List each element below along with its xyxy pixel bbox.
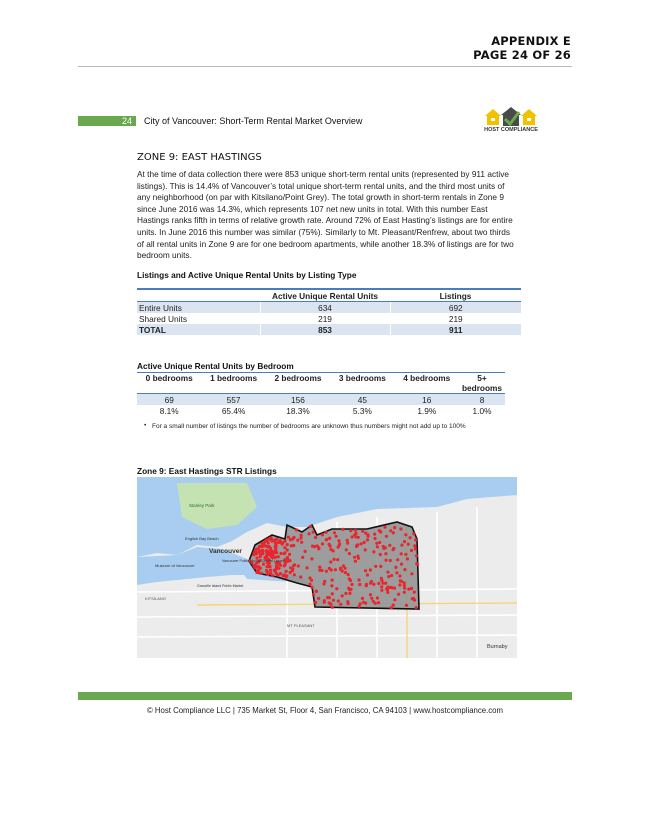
listing-dot: [296, 539, 299, 542]
listing-dot: [369, 568, 372, 571]
table-row-total: [137, 324, 521, 335]
listing-dot: [374, 537, 377, 540]
listing-dot: [373, 533, 376, 536]
listing-dot: [329, 548, 332, 551]
listing-dot: [410, 572, 413, 575]
section-title: ZONE 9: EAST HASTINGS: [137, 152, 262, 163]
listing-dot: [377, 582, 380, 585]
table-cell: 634: [260, 302, 390, 314]
listing-dot: [289, 566, 292, 569]
listing-dot: [300, 541, 303, 544]
listing-dot: [393, 598, 396, 601]
listing-dot: [357, 557, 360, 560]
listing-dot: [285, 570, 288, 573]
listing-dot: [410, 549, 413, 552]
listing-dot: [288, 559, 291, 562]
listing-dot: [384, 582, 387, 585]
table-cell: 219: [390, 313, 521, 324]
listing-dot: [392, 547, 395, 550]
listing-dot: [386, 591, 389, 594]
listing-dot: [312, 593, 315, 596]
table-cell: 16: [395, 394, 459, 406]
listing-dot: [377, 601, 380, 604]
listing-dot: [330, 584, 333, 587]
map-label-library: Vancouver Public Library Central Library: [222, 559, 285, 563]
listing-dot: [283, 551, 286, 554]
listing-dot: [299, 575, 302, 578]
listing-dot: [255, 571, 258, 574]
listing-dot: [301, 556, 304, 559]
listing-dot: [312, 531, 315, 534]
listing-dot: [262, 542, 265, 545]
listing-dot: [379, 565, 382, 568]
listing-dot: [254, 552, 257, 555]
map-label-kitsilano: KITSILANO: [145, 596, 166, 601]
listing-dot: [292, 536, 295, 539]
listing-dot: [376, 596, 379, 599]
page-number: 24: [121, 116, 132, 126]
listing-dot: [385, 535, 388, 538]
listing-dot: [344, 571, 347, 574]
table-cell: 853: [260, 324, 390, 335]
listing-dot: [388, 544, 391, 547]
listing-dot: [365, 584, 368, 587]
listing-dot: [344, 592, 347, 595]
column-header: 2 bedrooms: [266, 373, 330, 394]
listing-dot: [317, 546, 320, 549]
table-cell: 65.4%: [221, 405, 246, 416]
logo-wordmark: HOST COMPLIANCE: [484, 127, 538, 133]
listing-dot: [394, 566, 397, 569]
table-row: [137, 302, 521, 314]
listing-dot: [364, 602, 367, 605]
appendix-title: APPENDIX E: [491, 34, 571, 48]
column-header: 5+ bedrooms: [459, 373, 505, 394]
table-cell: 156: [266, 394, 330, 406]
listing-dot: [328, 601, 331, 604]
listing-dot: [387, 575, 390, 578]
bedroom-table-caption: Active Unique Rental Units by Bedroom: [137, 361, 294, 371]
listing-dot: [366, 533, 369, 536]
listing-dot: [409, 536, 412, 539]
listing-dot: [403, 591, 406, 594]
listing-dot: [329, 560, 332, 563]
listing-dot: [403, 568, 406, 571]
listing-dot: [337, 599, 340, 602]
listing-dot: [267, 550, 270, 553]
listing-dot: [275, 538, 278, 541]
listing-dot: [260, 545, 263, 548]
listing-dot: [346, 542, 349, 545]
listing-dot: [283, 540, 286, 543]
listing-dot: [415, 554, 418, 557]
column-header: 0 bedrooms: [137, 373, 201, 394]
listing-dot: [370, 597, 373, 600]
listing-dot: [339, 567, 342, 570]
listing-dot: [306, 566, 309, 569]
listing-dot: [359, 602, 362, 605]
listing-dot: [317, 597, 320, 600]
listing-dot: [277, 555, 280, 558]
listing-dot: [271, 574, 274, 577]
listing-dot: [310, 557, 313, 560]
map-label-burnaby: Burnaby: [487, 644, 508, 650]
table-row-counts: [137, 394, 505, 406]
listing-dot: [398, 574, 401, 577]
listing-dot: [339, 603, 342, 606]
listing-dot: [337, 539, 340, 542]
listing-dot: [414, 547, 417, 550]
listing-dot: [265, 553, 268, 556]
listing-dot: [364, 548, 367, 551]
listing-dot: [333, 531, 336, 534]
listing-dot: [347, 602, 350, 605]
listing-dot: [355, 535, 358, 538]
listing-dot: [335, 535, 338, 538]
listing-dot: [270, 539, 273, 542]
section-paragraph: At the time of data collection there were 853 unique short-term rental units (represented by 911 active listings). This is 14.4% of Vancouver’s total unique short-term rental units, and the third most units of any neighborhood (on par with Kitsilano/Point Grey). The total growth in short-term rentals in Zone 9 since June 2016 was 14.3%, which represents 107 net new units in total. With this number East Hastings ranks fifth in terms of relative growth rate. Around 72% of East Hasting’s listings are for entire units. In June 2016 this number was similar (75%). Similarly to Mt. Pleasant/Renfrew, about two thirds of all rental units in Zone 9 are for one bedroom apartments, while another 18.3% of listings are for two bedroom units.: [137, 169, 514, 261]
listing-dot: [341, 528, 344, 531]
column-header: Listings: [390, 289, 521, 302]
listing-dot: [332, 599, 335, 602]
listing-dot: [390, 574, 393, 577]
listing-dot: [413, 591, 416, 594]
listing-dot: [369, 593, 372, 596]
listing-dot: [334, 568, 337, 571]
listing-dot: [397, 593, 400, 596]
listing-table-caption: Listings and Active Unique Rental Units by Listing Type: [137, 270, 357, 280]
listing-dot: [403, 587, 406, 590]
listing-dot: [351, 535, 354, 538]
listing-dot: [338, 542, 341, 545]
table-cell: 45: [330, 394, 394, 406]
listing-dot: [346, 539, 349, 542]
listing-dot: [370, 580, 373, 583]
listing-dot: [360, 542, 363, 545]
listing-dot: [400, 563, 403, 566]
listing-dot: [291, 569, 294, 572]
listing-dot: [331, 579, 334, 582]
listing-dot: [333, 558, 336, 561]
listing-dot: [398, 583, 401, 586]
listing-dot: [337, 546, 340, 549]
listing-dot: [390, 606, 393, 609]
listing-dot: [414, 538, 417, 541]
listing-dot: [350, 583, 353, 586]
listing-dot: [395, 571, 398, 574]
listing-dot: [358, 583, 361, 586]
footer-text: © Host Compliance LLC | 735 Market St, Floor 4, San Francisco, CA 94103 | www.hostcompliance.com: [146, 706, 504, 715]
listing-dot: [274, 548, 277, 551]
table-row: [137, 313, 521, 324]
listing-dot: [404, 533, 407, 536]
listing-dot: [275, 567, 278, 570]
listing-dot: [330, 568, 333, 571]
listing-dot: [361, 597, 364, 600]
map-label-mt-pleasant: MT PLEASANT: [287, 623, 315, 628]
column-header: 1 bedrooms: [201, 373, 265, 394]
table-row-percents: [137, 405, 505, 416]
table-cell: 18.3%: [286, 405, 310, 416]
column-header: [137, 289, 260, 302]
listing-dot: [396, 558, 399, 561]
listing-dot: [277, 574, 280, 577]
listing-dot: [366, 573, 369, 576]
listing-dot: [275, 544, 278, 547]
bullet-icon: •: [144, 422, 147, 429]
listing-dot: [309, 525, 312, 528]
bedroom-footnote: For a small number of listings the number of bedrooms are unknown thus numbers might not add up to 100%: [152, 423, 466, 430]
listing-dot: [271, 550, 274, 553]
listing-dot: [325, 531, 328, 534]
listing-dot: [405, 604, 408, 607]
listing-dot: [378, 541, 381, 544]
listing-dot: [323, 601, 326, 604]
column-header: 3 bedrooms: [330, 373, 394, 394]
listing-dot: [347, 573, 350, 576]
listing-dot: [322, 582, 325, 585]
row-label: TOTAL: [137, 324, 260, 335]
listing-dot: [279, 539, 282, 542]
listing-dot: [354, 529, 357, 532]
listing-dot: [328, 537, 331, 540]
listing-dot: [407, 588, 410, 591]
listing-dot: [283, 564, 286, 567]
table-cell: 219: [260, 313, 390, 324]
listing-dot: [364, 569, 367, 572]
listing-dot: [318, 569, 321, 572]
listing-dot: [281, 543, 284, 546]
listing-dot: [399, 579, 402, 582]
footer-green-bar: [78, 692, 572, 700]
listing-dot: [375, 542, 378, 545]
map-label-vancouver: Vancouver: [209, 548, 242, 555]
listing-type-table: [137, 288, 521, 335]
listing-dot: [279, 564, 282, 567]
listing-dot: [314, 536, 317, 539]
listing-dot: [328, 543, 331, 546]
listing-dot: [363, 541, 366, 544]
listing-dot: [416, 563, 419, 566]
listing-dot: [313, 545, 316, 548]
listing-dot: [393, 526, 396, 529]
table-cell: 69: [137, 394, 201, 406]
listing-dot: [260, 572, 263, 575]
listing-dot: [299, 537, 302, 540]
listing-dot: [379, 530, 382, 533]
listing-dot: [376, 545, 379, 548]
listing-dot: [400, 552, 403, 555]
listing-dot: [267, 541, 270, 544]
listing-dot: [400, 544, 403, 547]
listing-dot: [321, 533, 324, 536]
listing-dot: [380, 585, 383, 588]
listing-dot: [391, 586, 394, 589]
listing-dot: [349, 588, 352, 591]
listing-dot: [269, 537, 272, 540]
listing-dot: [384, 552, 387, 555]
listing-dot: [314, 601, 317, 604]
row-label: Shared Units: [139, 313, 187, 324]
listing-dot: [286, 543, 289, 546]
listing-dot: [283, 546, 286, 549]
listing-dot: [269, 547, 272, 550]
listing-dot: [348, 552, 351, 555]
map-caption: Zone 9: East Hastings STR Listings: [137, 466, 277, 476]
listing-dot: [297, 564, 300, 567]
listing-dot: [392, 531, 395, 534]
listing-dot: [399, 527, 402, 530]
listing-dot: [403, 540, 406, 543]
column-header: 4 bedrooms: [395, 373, 459, 394]
listing-dot: [266, 565, 269, 568]
listing-dot: [413, 544, 416, 547]
listing-dot: [379, 553, 382, 556]
listing-dot: [356, 543, 359, 546]
table-cell: 8.1%: [159, 405, 179, 416]
listing-dot: [269, 569, 272, 572]
listing-dot: [372, 550, 375, 553]
listing-dot: [259, 553, 262, 556]
listing-dot: [412, 532, 415, 535]
listing-dot: [357, 578, 360, 581]
listing-dot: [411, 597, 414, 600]
table-cell: 5.3%: [352, 405, 372, 416]
listing-dot: [321, 542, 324, 545]
table-cell: 692: [390, 302, 521, 314]
listing-dot: [293, 573, 296, 576]
listing-dot: [341, 570, 344, 573]
listing-dot: [389, 559, 392, 562]
listing-dot: [288, 553, 291, 556]
listing-dot: [353, 556, 356, 559]
zone-map: [137, 477, 517, 658]
row-label: Entire Units: [137, 302, 260, 314]
listing-dot: [348, 577, 351, 580]
top-divider: [78, 66, 572, 67]
map-label-english-bay: English Bay Beach: [185, 536, 219, 541]
listing-dot: [265, 538, 268, 541]
listing-dot: [286, 556, 289, 559]
table-cell: 557: [201, 394, 265, 406]
listing-dot: [410, 587, 413, 590]
listing-dot: [349, 529, 352, 532]
map-label-granville: Granville Island Public Market: [197, 584, 244, 588]
listing-dot: [335, 587, 338, 590]
listing-dot: [386, 571, 389, 574]
listing-dot: [348, 592, 351, 595]
listing-dot: [310, 579, 313, 582]
listing-dot: [354, 560, 357, 563]
listing-dot: [374, 565, 377, 568]
listing-dot: [266, 573, 269, 576]
listing-dot: [255, 565, 258, 568]
listing-dot: [341, 594, 344, 597]
table-cell: 1.0%: [472, 405, 492, 416]
listing-dot: [345, 548, 348, 551]
listing-dot: [290, 544, 293, 547]
listing-dot: [295, 528, 298, 531]
listing-dot: [380, 579, 383, 582]
map-label-stanley-park: Stanley Park: [189, 503, 215, 508]
listing-dot: [372, 583, 375, 586]
map-label-museum: Museum of Vancouver: [155, 563, 195, 568]
listing-dot: [308, 583, 311, 586]
table-cell: 911: [390, 324, 521, 335]
table-cell: 8: [459, 394, 505, 406]
listing-dot: [292, 564, 295, 567]
listing-dot: [407, 543, 410, 546]
listing-dot: [287, 536, 290, 539]
listing-dot: [285, 576, 288, 579]
listing-dot: [318, 566, 321, 569]
listing-dot: [342, 564, 345, 567]
listing-dot: [308, 532, 311, 535]
listing-dot: [406, 557, 409, 560]
listing-dot: [261, 549, 264, 552]
listing-dot: [328, 596, 331, 599]
page-indicator: PAGE 24 OF 26: [473, 48, 571, 62]
column-header: Active Unique Rental Units: [260, 289, 390, 302]
listing-dot: [404, 553, 407, 556]
listing-dot: [280, 552, 283, 555]
listing-dot: [386, 586, 389, 589]
listing-dot: [304, 550, 307, 553]
listing-dot: [372, 600, 375, 603]
table-header-row: [137, 373, 505, 394]
listing-dot: [392, 604, 395, 607]
listing-dot: [389, 529, 392, 532]
listing-dot: [315, 590, 318, 593]
listing-dot: [380, 589, 383, 592]
listing-dot: [383, 526, 386, 529]
table-header-row: [137, 289, 521, 302]
listing-dot: [415, 606, 418, 609]
listing-dot: [325, 538, 328, 541]
listing-dot: [385, 559, 388, 562]
appendix-label: [473, 34, 571, 62]
listing-dot: [331, 592, 334, 595]
listing-dot: [331, 606, 334, 609]
listing-dot: [403, 584, 406, 587]
table-cell: 1.9%: [417, 405, 437, 416]
listing-dot: [366, 538, 369, 541]
listing-dot: [325, 570, 328, 573]
listing-dot: [336, 558, 339, 561]
listing-dot: [384, 546, 387, 549]
listing-dot: [310, 586, 313, 589]
bedroom-table: [137, 372, 505, 416]
listing-dot: [361, 530, 364, 533]
listing-dot: [286, 548, 289, 551]
document-title: City of Vancouver: Short-Term Rental Market Overview: [144, 116, 363, 126]
